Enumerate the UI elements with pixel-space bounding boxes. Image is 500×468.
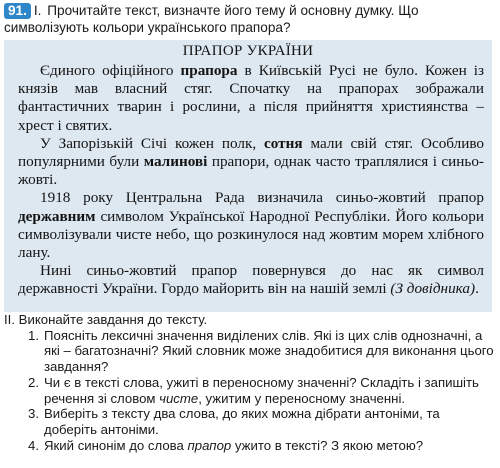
italic-word: чисте (159, 390, 199, 406)
list-item: 3. Виберіть з тексту два слова, до яких можна дібрати антоніми, та доберіть антоніми. (28, 406, 440, 437)
task-header (4, 2, 496, 36)
reading-title: ПРАПОР УКРАЇНИ (182, 43, 314, 59)
highlighted-word: сотня (264, 134, 303, 152)
list-item: 2. Чи є в тексті слова, ужиті в переносному значенні? Складіть і запишіть речення зі словом чисте, ужитим у переносному значенні. (28, 374, 479, 406)
tasks-heading: II. Виконайте завдання до тексту. (4, 312, 208, 327)
list-item: 4. Який синонім до слова прапор ужито в тексті? З якою метою? (28, 437, 424, 453)
list-item: 1. Поясніть лексичні значення виділених слів. Які із цих слів однозначні, а які – багатозначні? Який словник може знадобитися для виконання цього завдання? (28, 327, 494, 375)
paragraph-3: 1918 року Центральна Рада визначила синьо-жовтий прапор державним символом Української Народної Республіки. Його кольори символізували чисте небо, що розкинулося над жовтим морем хлібного лану. (18, 189, 484, 262)
part-one-marker: І. (33, 3, 42, 18)
highlighted-word: прапора (180, 62, 238, 79)
tasks-section (4, 312, 496, 453)
paragraph-4: Нині синьо-жовтий прапор повернувся до нас як символ державності України. Гордо майорить він на нашій землі (З довідника). (18, 262, 484, 298)
source-citation: (З довідника) (390, 280, 476, 298)
tasks-list (4, 328, 496, 454)
reading-text-box (4, 40, 492, 312)
highlighted-word: державним (18, 207, 96, 225)
paragraph-1: Єдиного офіційного прапора в Київській Русі не було. Кожен із князів мав власний стяг. Спочатку на прапорах зображали фантастичних тварин і рослини, а після прийняття християнства – хрест і святих. (18, 62, 484, 134)
highlighted-word: малинові (143, 153, 208, 171)
task-instruction: Прочитайте текст, визначте його тему й основну думку. Що символізують кольори українського прапора? (4, 3, 419, 35)
paragraph-2: У Запорізькій Січі кожен полк, сотня мали свій стяг. Особливо популярними були малинові прапори, однак часто траплялися і синьо-жовті. (18, 134, 485, 189)
reading-body (18, 62, 484, 299)
italic-word: прапор (187, 437, 232, 453)
task-number-badge: 91. (4, 3, 31, 19)
